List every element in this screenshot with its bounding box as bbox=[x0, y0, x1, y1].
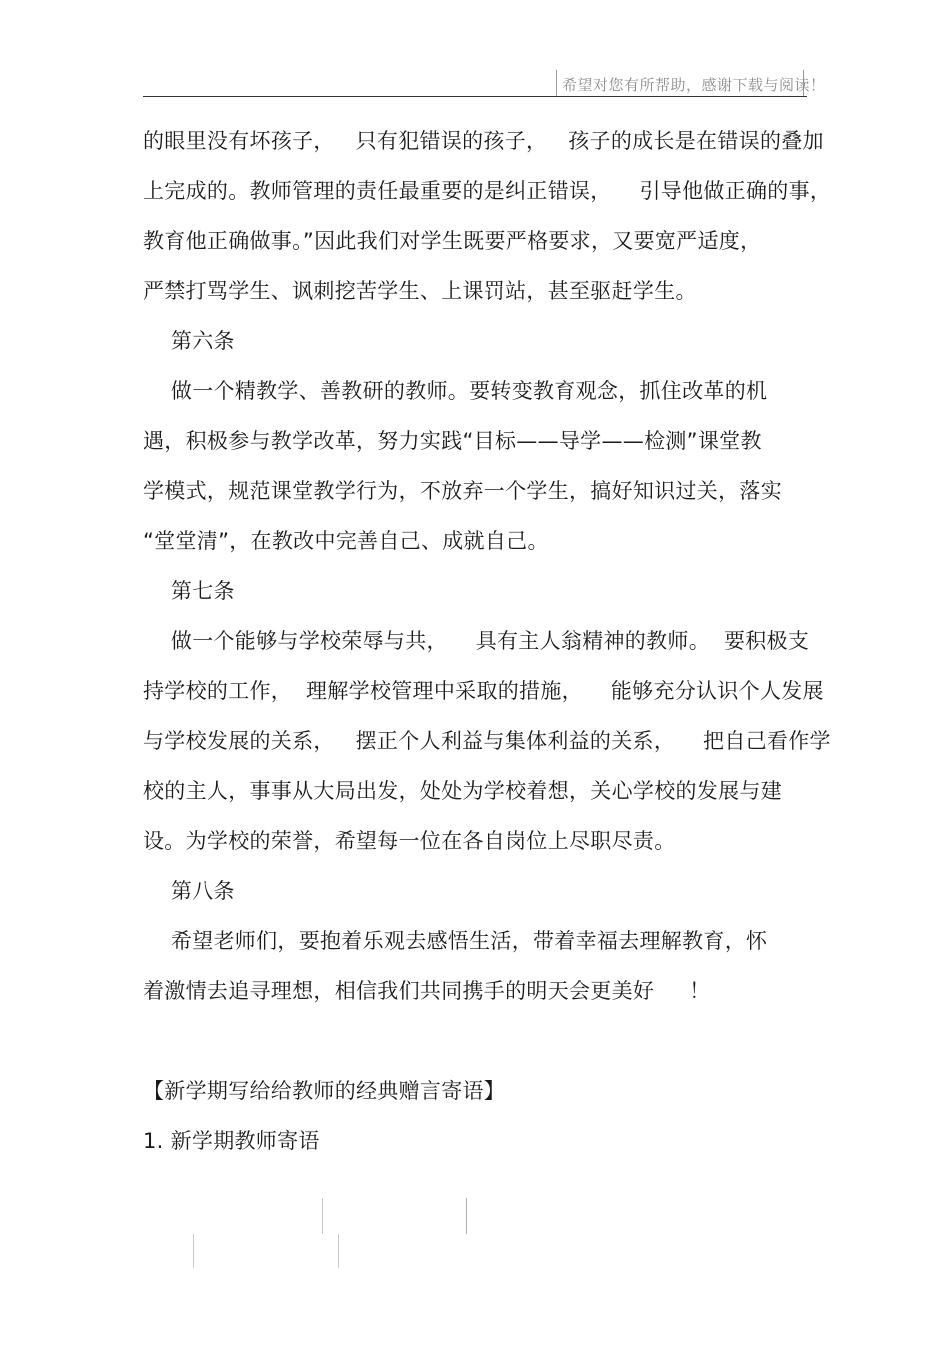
article-heading: 第七条 bbox=[143, 579, 235, 603]
faint-vertical-mark bbox=[193, 1234, 194, 1268]
header-note: 希望对您有所帮助，感谢下载与阅读！ bbox=[562, 76, 826, 94]
faint-vertical-mark bbox=[466, 1198, 467, 1234]
section-title: 【新学期写给给教师的经典赠言寄语】 bbox=[143, 1079, 506, 1103]
article-heading: 第八条 bbox=[143, 879, 235, 903]
paragraph-line: 持学校的工作， 理解学校管理中采取的措施， 能够充分认识个人发展 bbox=[143, 679, 824, 703]
paragraph-line: 着激情去追寻理想，相信我们共同携手的明天会更美好 ！ bbox=[143, 979, 711, 1003]
paragraph-line: 与学校发展的关系， 摆正个人利益与集体利益的关系， 把自己看作学 bbox=[143, 729, 831, 753]
paragraph-line: 希望老师们，要抱着乐观去感悟生活，带着幸福去理解教育，怀 bbox=[143, 929, 768, 953]
paragraph-line: 设。为学校的荣誉，希望每一位在各自岗位上尽职尽责。 bbox=[143, 829, 676, 853]
paragraph-line: 做一个精教学、善教研的教师。要转变教育观念，抓住改革的机 bbox=[143, 379, 768, 403]
paragraph-line: “堂堂清”，在教改中完善自己、成就自己。 bbox=[143, 529, 549, 553]
paragraph-line: 做一个能够与学校荣辱与共， 具有主人翁精神的教师。 要积极支 bbox=[143, 629, 810, 653]
paragraph-line: 严禁打骂学生、讽刺挖苦学生、上课罚站，甚至驱赶学生。 bbox=[143, 279, 697, 303]
faint-vertical-mark bbox=[322, 1198, 323, 1234]
article-heading: 第六条 bbox=[143, 329, 235, 353]
paragraph-line: 遇，积极参与教学改革，努力实践“目标——导学——检测”课堂教 bbox=[143, 429, 762, 453]
paragraph-line: 学模式，规范课堂教学行为，不放弃一个学生，搞好知识过关，落实 bbox=[143, 479, 782, 503]
paragraph-line: 校的主人，事事从大局出发，处处为学校着想，关心学校的发展与建 bbox=[143, 779, 782, 803]
subsection-title: 1. 新学期教师寄语 bbox=[143, 1129, 320, 1153]
paragraph-line: 教育他正确做事。”因此我们对学生既要严格要求，又要宽严适度， bbox=[143, 229, 762, 253]
paragraph-line: 的眼里没有坏孩子， 只有犯错误的孩子， 孩子的成长是在错误的叠加 bbox=[143, 129, 824, 153]
faint-vertical-mark bbox=[338, 1234, 339, 1268]
paragraph-line: 上完成的。教师管理的责任最重要的是纠正错误， 引导他做正确的事， bbox=[143, 179, 832, 203]
header-rule bbox=[143, 96, 807, 97]
